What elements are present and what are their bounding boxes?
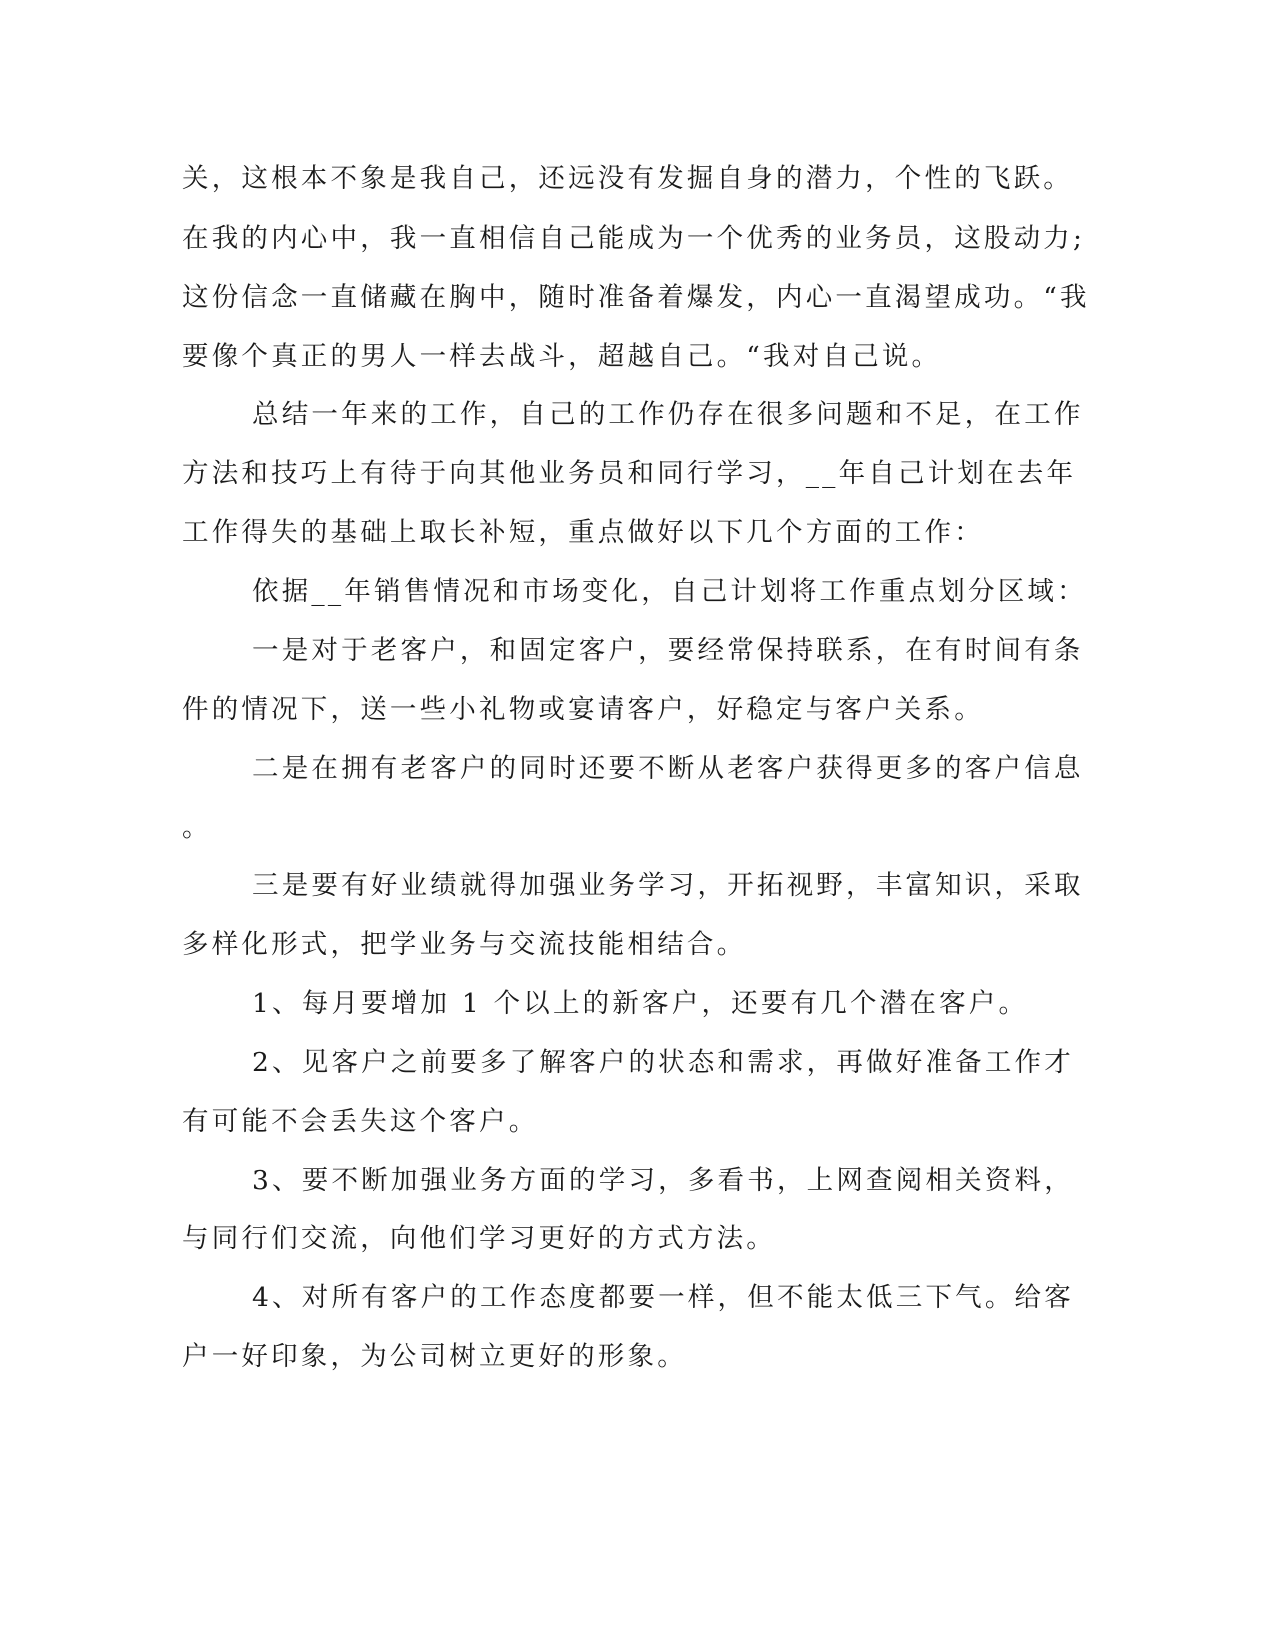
text-line: 这份信念一直储藏在胸中，随时准备着爆发，内心一直渴望成功。“我 <box>182 282 1090 313</box>
text-line: 3、要不断加强业务方面的学习，多看书，上网查阅相关资料， <box>252 1165 1074 1196</box>
text-line: 4、对所有客户的工作态度都要一样，但不能太低三下气。给客 <box>252 1282 1074 1313</box>
text-line: 二是在拥有老客户的同时还要不断从老客户获得更多的客户信息 <box>252 753 1084 784</box>
text-line: 要像个真正的男人一样去战斗，超越自己。“我对自己说。 <box>182 341 942 372</box>
text-line: 总结一年来的工作，自己的工作仍存在很多问题和不足，在工作 <box>252 399 1084 430</box>
text-line: 2、见客户之前要多了解客户的状态和需求，再做好准备工作才 <box>252 1047 1074 1078</box>
text-line: 关，这根本不象是我自己，还远没有发掘自身的潜力，个性的飞跃。 <box>182 163 1073 194</box>
text-line: 三是要有好业绩就得加强业务学习，开拓视野，丰富知识，采取 <box>252 870 1084 901</box>
text-line: 工作得失的基础上取长补短，重点做好以下几个方面的工作： <box>182 517 984 548</box>
text-line: 一是对于老客户，和固定客户，要经常保持联系，在有时间有条 <box>252 635 1084 666</box>
text-line: 与同行们交流，向他们学习更好的方式方法。 <box>182 1223 776 1254</box>
text-line: 依据__年销售情况和市场变化，自己计划将工作重点划分区域： <box>252 576 1087 607</box>
text-line: 件的情况下，送一些小礼物或宴请客户，好稳定与客户关系。 <box>182 694 984 725</box>
text-line: 。 <box>182 812 212 843</box>
text-line: 有可能不会丢失这个客户。 <box>182 1106 539 1137</box>
text-line: 户一好印象，为公司树立更好的形象。 <box>182 1341 687 1372</box>
text-line: 多样化形式，把学业务与交流技能相结合。 <box>182 929 747 960</box>
text-line: 在我的内心中，我一直相信自己能成为一个优秀的业务员，这股动力; <box>182 223 1086 254</box>
text-line: 方法和技巧上有待于向其他业务员和同行学习，__年自己计划在去年 <box>182 458 1077 489</box>
text-line: 1、每月要增加 1 个以上的新客户，还要有几个潜在客户。 <box>252 988 1029 1019</box>
